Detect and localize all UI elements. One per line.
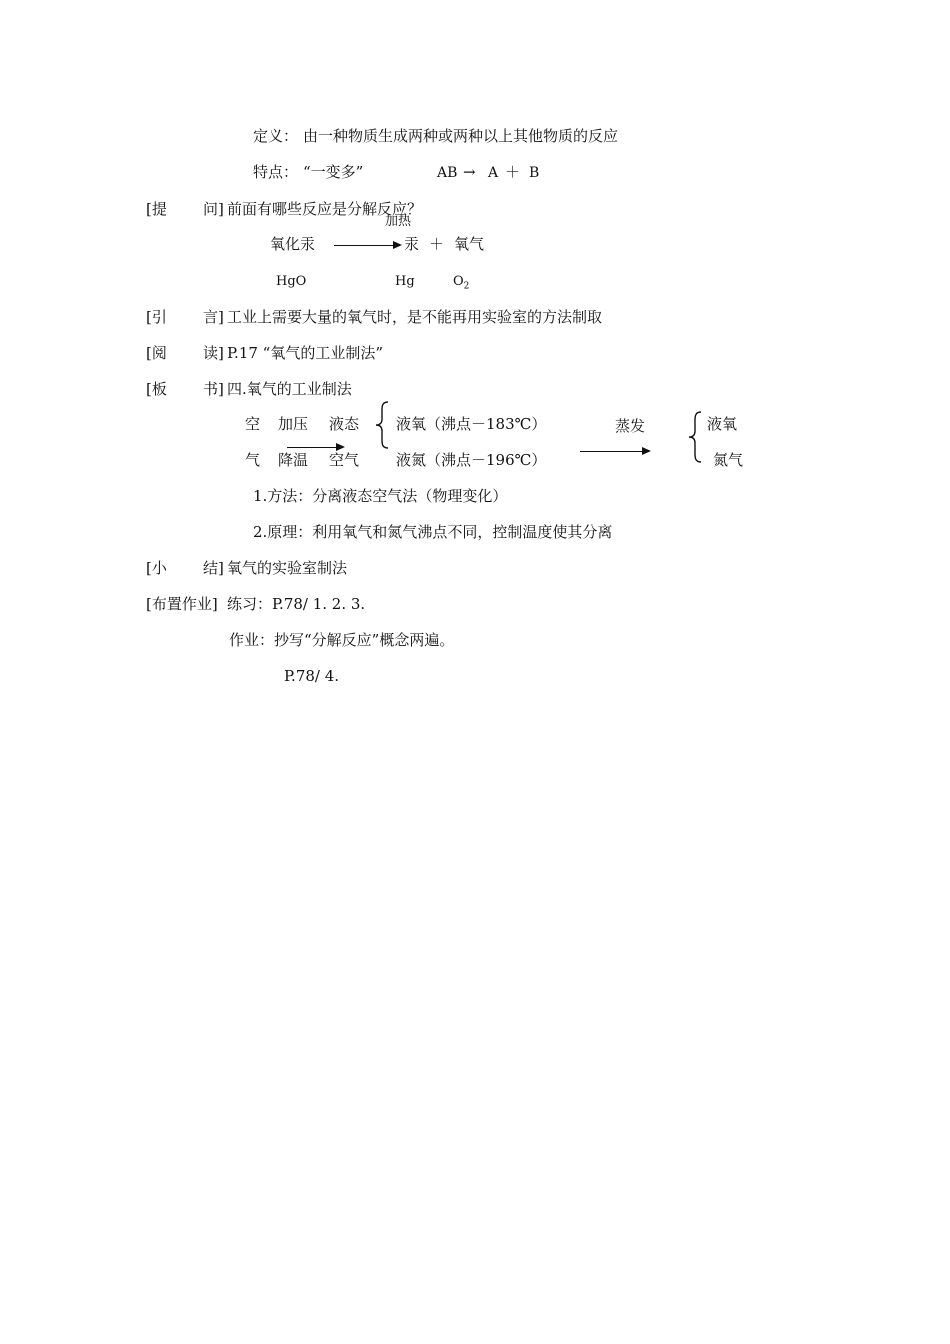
- reaction-condition: 加热: [385, 214, 412, 229]
- formula-ab: AB: [437, 165, 458, 181]
- homework-tag: [布置作业]: [146, 595, 218, 613]
- principle-text: 2.原理：利用氧气和氮气沸点不同，控制温度使其分离: [253, 523, 613, 541]
- formula-a: A: [488, 165, 499, 181]
- summary-text: 氧气的实验室制法: [227, 559, 348, 577]
- evap-arrow: [580, 451, 649, 452]
- intro-tag-close: 言]: [203, 308, 224, 326]
- summary-tag-close: 结]: [203, 559, 224, 577]
- condition-bottom: 降温: [278, 451, 309, 469]
- formula-arrow: →: [463, 163, 476, 181]
- feature-text: “一变多”: [303, 163, 364, 181]
- reaction-plus: ＋: [429, 235, 445, 253]
- reaction-product1: 汞: [404, 235, 420, 253]
- homework-exercise: 练习：P.78/ 1. 2. 3.: [227, 595, 366, 613]
- product1-formula: Hg: [395, 274, 415, 289]
- reactant-formula: HgO: [276, 274, 307, 289]
- branch-top: 液氧（沸点－183℃）: [396, 415, 547, 433]
- right-brace: [687, 410, 705, 464]
- question-text: 前面有哪些反应是分解反应？: [227, 200, 423, 218]
- evap-label: 蒸发: [615, 417, 646, 435]
- reading-text: P.17 “氧气的工业制法”: [227, 344, 384, 362]
- board-tag-close: 书]: [203, 380, 224, 398]
- liquid-top: 液态: [329, 415, 360, 433]
- reading-tag-open: [阅: [146, 344, 167, 362]
- air-top: 空: [245, 415, 261, 433]
- definition-text: 由一种物质生成两种或两种以上其他物质的反应: [303, 127, 619, 145]
- board-tag-open: [板: [146, 380, 167, 398]
- reading-tag-close: 读]: [203, 344, 224, 362]
- feature-label: 特点：: [253, 163, 299, 181]
- reaction-reactant: 氧化汞: [270, 235, 316, 253]
- summary-tag-open: [小: [146, 559, 167, 577]
- question-tag-close: 问]: [203, 200, 224, 218]
- formula-plus: ＋: [505, 163, 521, 181]
- left-brace: [374, 400, 392, 450]
- reaction-product2: 氧气: [454, 235, 485, 253]
- intro-tag-open: [引: [146, 308, 167, 326]
- compress-arrow: [287, 447, 343, 448]
- intro-text: 工业上需要大量的氧气时，是不能再用实验室的方法制取: [227, 308, 603, 326]
- question-tag-open: [提: [146, 200, 167, 218]
- liquid-bottom: 空气: [329, 451, 360, 469]
- definition-label: 定义：: [253, 127, 299, 145]
- reaction-arrow: [334, 245, 400, 246]
- air-bottom: 气: [245, 451, 261, 469]
- branch-bottom: 液氮（沸点－196℃）: [396, 451, 547, 469]
- homework-assignment: 作业：抄写“分解反应”概念两遍。: [229, 631, 455, 649]
- method-text: 1.方法：分离液态空气法（物理变化）: [253, 487, 508, 505]
- product2-formula: $O_2$: [453, 274, 470, 292]
- result-bottom: 氮气: [713, 451, 744, 469]
- board-text: 四.氧气的工业制法: [227, 380, 352, 398]
- homework-extra: P.78/ 4.: [284, 667, 340, 685]
- condition-top: 加压: [278, 415, 309, 433]
- formula-b: B: [529, 165, 540, 181]
- result-top: 液氧: [707, 415, 738, 433]
